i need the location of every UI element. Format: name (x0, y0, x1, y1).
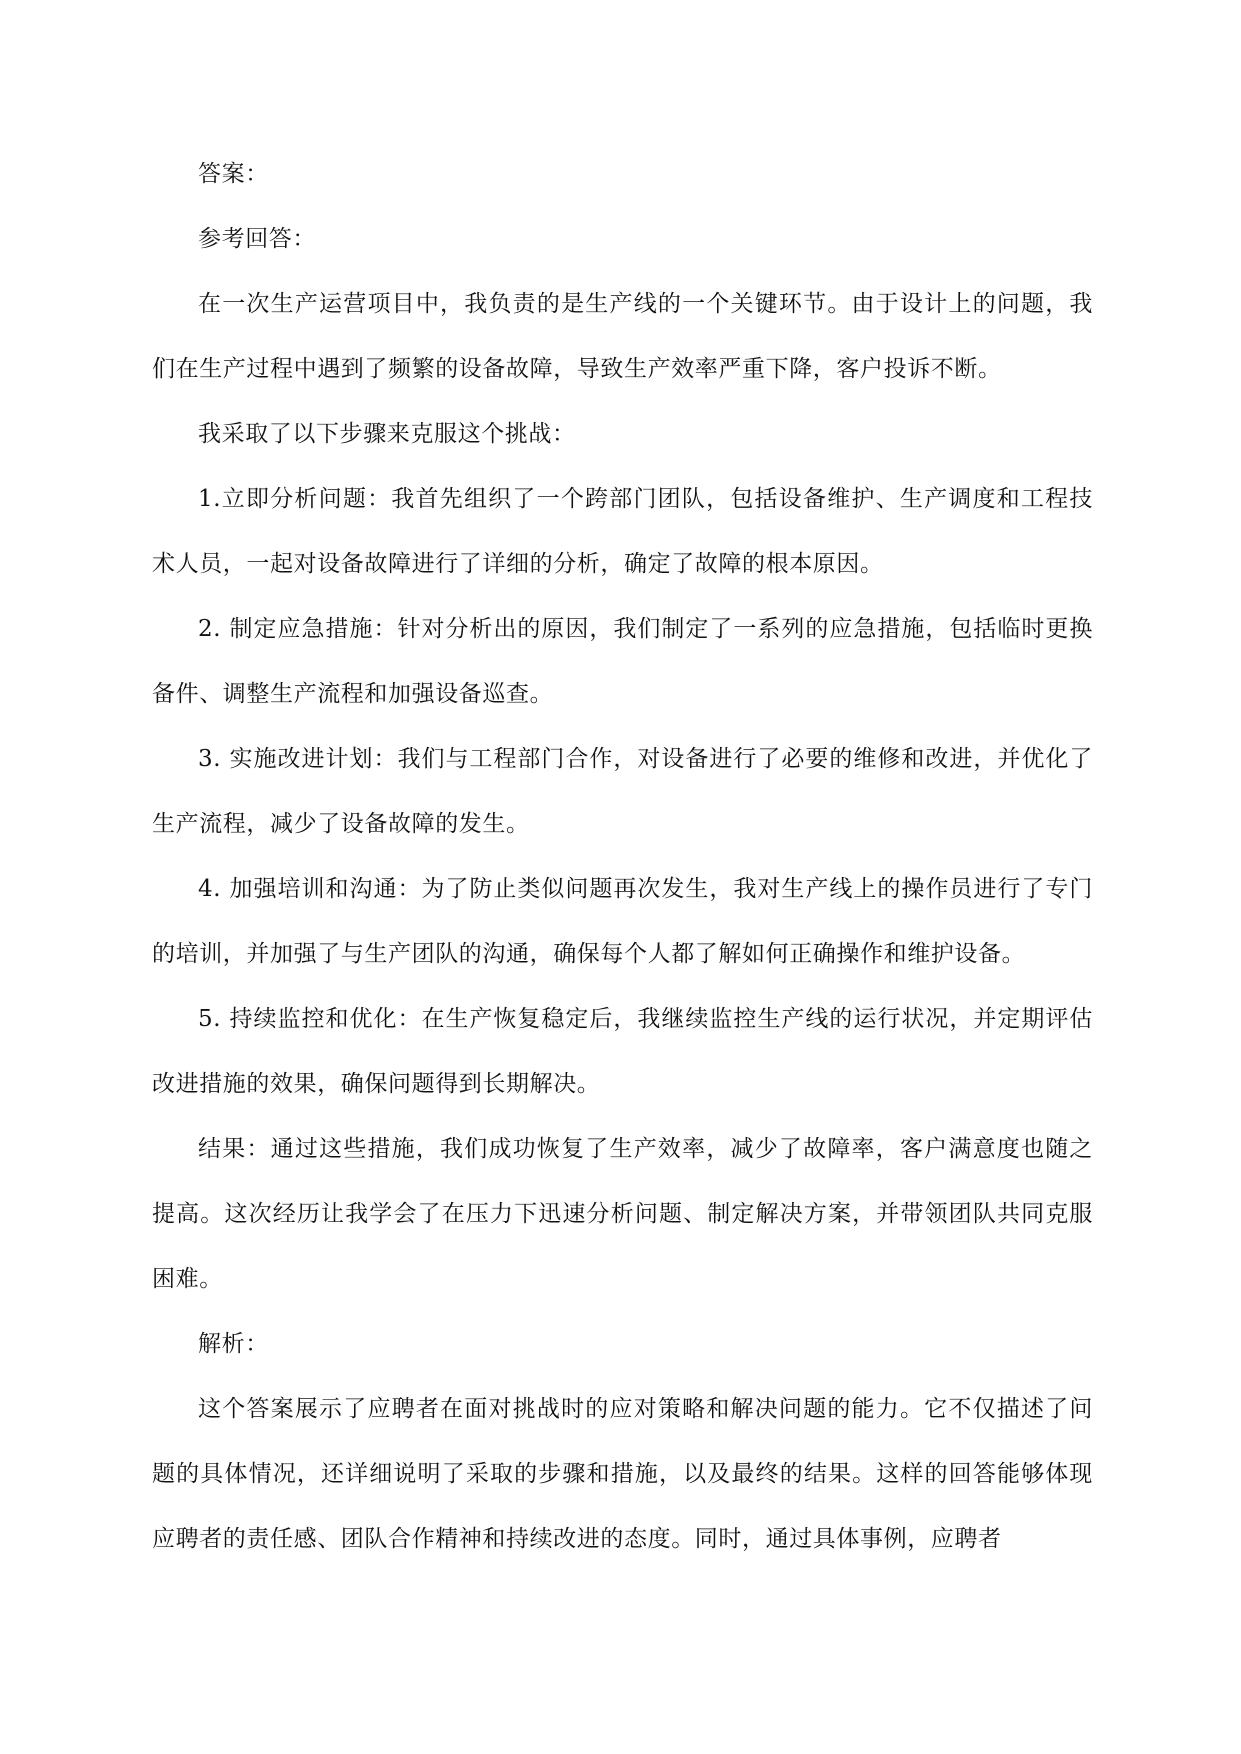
analysis-heading: 解析： (198, 1331, 269, 1357)
result-paragraph: 结果：通过这些措施，我们成功恢复了生产效率，减少了故障率，客户满意度也随之提高。这次经历让我学会了在压力下迅速分析问题、制定解决方案，并带领团队共同克服困难。 (152, 1136, 1093, 1292)
answer-heading: 答案： (198, 161, 269, 187)
step-3-paragraph: 3. 实施改进计划：我们与工程部门合作，对设备进行了必要的维修和改进，并优化了生产流程，减少了设备故障的发生。 (152, 746, 1093, 837)
steps-intro-paragraph: 我采取了以下步骤来克服这个挑战： (198, 421, 576, 447)
background-paragraph: 在一次生产运营项目中，我负责的是生产线的一个关键环节。由于设计上的问题，我们在生产过程中遇到了频繁的设备故障，导致生产效率严重下降，客户投诉不断。 (152, 291, 1093, 382)
analysis-paragraph: 这个答案展示了应聘者在面对挑战时的应对策略和解决问题的能力。它不仅描述了问题的具体情况，还详细说明了采取的步骤和措施，以及最终的结果。这样的回答能够体现应聘者的责任感、团队合作精神和持续改进的态度。同时，通过具体事例，应聘者 (152, 1396, 1093, 1552)
step-1-paragraph: 1.立即分析问题：我首先组织了一个跨部门团队，包括设备维护、生产调度和工程技术人员，一起对设备故障进行了详细的分析，确定了故障的根本原因。 (152, 486, 1093, 577)
step-2-paragraph: 2. 制定应急措施：针对分析出的原因，我们制定了一系列的应急措施，包括临时更换备件、调整生产流程和加强设备巡查。 (152, 616, 1093, 707)
reference-answer-heading: 参考回答： (198, 226, 316, 252)
step-5-paragraph: 5. 持续监控和优化：在生产恢复稳定后，我继续监控生产线的运行状况，并定期评估改进措施的效果，确保问题得到长期解决。 (152, 1006, 1093, 1097)
step-4-paragraph: 4. 加强培训和沟通：为了防止类似问题再次发生，我对生产线上的操作员进行了专门的培训，并加强了与生产团队的沟通，确保每个人都了解如何正确操作和维护设备。 (152, 876, 1093, 967)
